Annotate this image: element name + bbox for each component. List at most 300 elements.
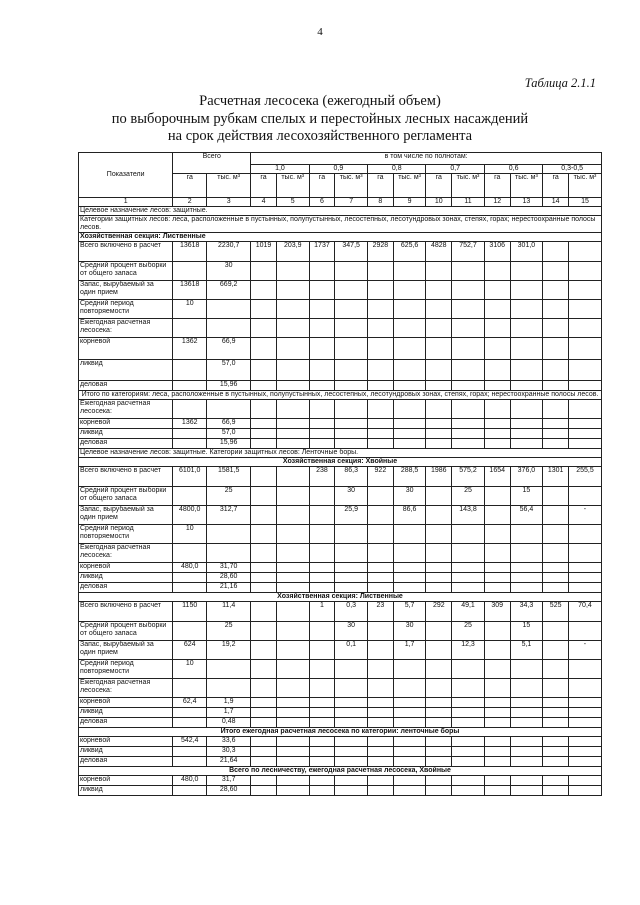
table-cell [251,439,277,449]
table-cell [207,400,251,419]
table-cell [452,708,485,718]
table-body [79,207,602,796]
table-cell [452,338,485,360]
header-density: 0,6 [484,165,542,174]
table-cell [393,776,426,786]
table-cell: 1581,5 [207,467,251,487]
table-cell: 238 [309,467,335,487]
table-cell [251,583,277,593]
table-cell [251,718,277,728]
table-cell [276,429,309,439]
column-number: 3 [207,198,251,207]
section-header-row [79,216,602,233]
table-row [79,419,602,429]
table-cell: 288,5 [393,467,426,487]
table-row [79,487,602,506]
row-label: ликвид [79,786,173,796]
row-label: Средний процент выборки от общего запаса [79,262,173,281]
table-cell [426,776,452,786]
row-label: деловая [79,718,173,728]
table-cell [309,737,335,747]
table-cell: 143,8 [452,506,485,525]
section-header-row [79,728,602,737]
table-cell [426,262,452,281]
table-cell: 1,7 [207,708,251,718]
section-header-row [79,458,602,467]
table-cell [426,737,452,747]
table-cell: 21,16 [207,583,251,593]
table-cell: 6101,0 [173,467,207,487]
table-cell [368,622,394,641]
table-cell [368,360,394,381]
table-cell [510,679,543,698]
table-cell [368,679,394,698]
table-cell [309,319,335,338]
header-unit-m3: тыс. м³ [393,174,426,198]
table-row [79,506,602,525]
table-cell [393,400,426,419]
table-cell: 66,9 [207,338,251,360]
table-cell [309,262,335,281]
table-cell [309,583,335,593]
table-cell [207,660,251,679]
table-cell [393,583,426,593]
table-cell [335,737,368,747]
column-number: 1 [79,198,173,207]
row-label: ликвид [79,360,173,381]
table-cell [251,487,277,506]
section-header [79,391,602,400]
title-line-1: Расчетная лесосека (ежегодный объем) [199,93,441,109]
table-cell [568,583,601,593]
table-cell [568,300,601,319]
table-cell [543,338,569,360]
table-cell: 292 [426,602,452,622]
table-cell [368,641,394,660]
table-cell [568,776,601,786]
table-cell [484,660,510,679]
row-label: Ежегодная расчетная лесосека: [79,679,173,698]
section-header-text: Целевое назначение лесов: защитные. [80,207,208,214]
table-cell [568,718,601,728]
table-cell [568,563,601,573]
table-cell [276,786,309,796]
table-cell [426,419,452,429]
table-cell [309,439,335,449]
table-cell: 15 [510,622,543,641]
table-cell [426,506,452,525]
table-cell [484,776,510,786]
table-cell [368,660,394,679]
table-cell [309,525,335,544]
table-cell [510,338,543,360]
table-cell [251,467,277,487]
table-cell [568,338,601,360]
table-row [79,757,602,767]
table-cell [543,400,569,419]
table-cell [251,573,277,583]
table-cell [276,506,309,525]
table-cell [452,660,485,679]
table-cell [276,439,309,449]
table-row [79,242,602,262]
table-cell: 575,2 [452,467,485,487]
table-cell: 33,6 [207,737,251,747]
column-number: 12 [484,198,510,207]
table-row [79,708,602,718]
table-cell: 625,6 [393,242,426,262]
table-cell [276,583,309,593]
table-cell [173,757,207,767]
table-cell [426,400,452,419]
table-cell [335,708,368,718]
column-number: 7 [335,198,368,207]
table-cell [543,419,569,429]
table-cell [335,786,368,796]
table-cell [568,679,601,698]
section-header-text: Всего по лесничеству, ежегодная расчетная лесосека, Хвойные [229,767,451,774]
table-cell: 255,5 [568,467,601,487]
table-cell [568,708,601,718]
table-row [79,622,602,641]
table-cell: 10 [173,660,207,679]
table-cell: 542,4 [173,737,207,747]
table-cell [173,381,207,391]
table-cell [276,563,309,573]
document-title [0,93,640,146]
table-cell [393,360,426,381]
table-cell [251,708,277,718]
table-cell: 28,60 [207,573,251,583]
table-cell [568,360,601,381]
table-cell [251,747,277,757]
table-cell [426,381,452,391]
table-row [79,400,602,419]
row-label: Средний процент выборки от общего запаса [79,622,173,641]
table-cell: 752,7 [452,242,485,262]
section-header-text: Итого ежегодная расчетная лесосека по категории: ленточные боры [220,728,460,735]
table-cell [568,747,601,757]
table-cell [543,583,569,593]
table-cell [309,747,335,757]
table-cell [452,525,485,544]
table-cell: 57,0 [207,429,251,439]
row-label: корневой [79,338,173,360]
table-cell [309,544,335,563]
header-unit-ha: га [309,174,335,198]
table-cell [276,698,309,708]
table-cell [368,300,394,319]
section-header-row [79,767,602,776]
table-cell [452,698,485,708]
table-cell: 1 [309,602,335,622]
table-cell [543,262,569,281]
table-cell [251,506,277,525]
table-cell [276,281,309,300]
table-cell [426,757,452,767]
row-label: Всего включено в расчет [79,242,173,262]
table-cell [543,786,569,796]
table-cell [309,419,335,429]
row-label: деловая [79,757,173,767]
section-header-row [79,233,602,242]
table-cell [484,641,510,660]
header-density: 0,8 [368,165,426,174]
table-cell [543,573,569,583]
table-cell: 525 [543,602,569,622]
table-cell [335,583,368,593]
column-number: 8 [368,198,394,207]
table-cell [484,300,510,319]
table-cell [309,718,335,728]
table-row [79,563,602,573]
table-cell [484,737,510,747]
header-unit-m3: тыс. м³ [510,174,543,198]
table-cell [335,660,368,679]
table-cell [426,679,452,698]
header-including: в том числе по полнотам: [251,153,602,165]
table-cell [393,262,426,281]
table-cell [207,319,251,338]
table-cell [484,747,510,757]
table-cell [368,419,394,429]
table-cell [368,262,394,281]
table-cell: 1,9 [207,698,251,708]
row-label: деловая [79,381,173,391]
table-cell [393,679,426,698]
header-unit-ha: га [543,174,569,198]
table-cell [335,679,368,698]
table-cell: 203,9 [276,242,309,262]
row-label: ликвид [79,429,173,439]
table-cell [393,747,426,757]
table-cell [251,602,277,622]
table-cell [276,622,309,641]
table-cell [452,360,485,381]
table-cell [368,737,394,747]
table-cell [276,737,309,747]
table-cell [276,381,309,391]
table-row [79,679,602,698]
table-cell [484,262,510,281]
table-cell [484,698,510,708]
table-cell: 309 [484,602,510,622]
table-cell: 62,4 [173,698,207,708]
table-cell [510,360,543,381]
table-cell [276,262,309,281]
table-cell [452,319,485,338]
column-number: 9 [393,198,426,207]
table-cell: 28,60 [207,786,251,796]
table-cell [173,747,207,757]
table-cell [543,439,569,449]
table-cell [426,622,452,641]
column-number: 5 [276,198,309,207]
table-cell [484,544,510,563]
table-cell [309,281,335,300]
table-cell [568,262,601,281]
table-cell [368,525,394,544]
section-header-text: Хозяйственная секция: Лиственные [277,593,403,600]
row-label: корневой [79,698,173,708]
table-cell [368,757,394,767]
table-cell [276,319,309,338]
table-cell [368,776,394,786]
harvest-table [78,152,602,796]
table-cell [393,338,426,360]
table-cell [543,718,569,728]
table-cell [484,583,510,593]
table-cell [309,381,335,391]
table-cell [510,525,543,544]
table-cell: 25 [452,622,485,641]
table-cell [309,757,335,767]
table-cell [568,281,601,300]
table-cell [368,583,394,593]
section-header-text: Целевое назначение лесов: защитные. Категории защитных лесов: Ленточные боры. [80,449,359,456]
table-cell [543,660,569,679]
column-number: 11 [452,198,485,207]
table-cell [568,786,601,796]
table-cell [568,544,601,563]
table-cell [173,708,207,718]
row-label: корневой [79,419,173,429]
table-cell [368,439,394,449]
table-cell [484,786,510,796]
table-cell: 5,7 [393,602,426,622]
table-cell [484,281,510,300]
table-cell [568,660,601,679]
table-cell [276,641,309,660]
table-cell [207,679,251,698]
table-cell [510,737,543,747]
table-cell: 23 [368,602,394,622]
row-label: Запас, вырубаемый за один прием [79,641,173,660]
table-cell [543,757,569,767]
table-cell [510,439,543,449]
table-row [79,360,602,381]
table-cell [309,660,335,679]
table-cell [309,641,335,660]
table-cell [393,698,426,708]
table-cell [484,506,510,525]
table-cell [173,786,207,796]
table-cell [276,467,309,487]
table-cell [251,757,277,767]
row-label: ликвид [79,573,173,583]
table-cell: 86,6 [393,506,426,525]
table-cell [368,563,394,573]
table-cell [335,525,368,544]
row-label: Всего включено в расчет [79,602,173,622]
table-cell: 66,9 [207,419,251,429]
table-cell: 12,3 [452,641,485,660]
table-cell [543,506,569,525]
table-cell: 31,70 [207,563,251,573]
row-label: Средний период повторяемости [79,660,173,679]
row-label: ликвид [79,708,173,718]
table-cell [452,439,485,449]
row-label: Средний период повторяемости [79,300,173,319]
table-cell [309,487,335,506]
row-label: корневой [79,737,173,747]
table-cell [484,381,510,391]
header-density: 0,9 [309,165,367,174]
table-cell [368,381,394,391]
table-cell: 4800,0 [173,506,207,525]
table-cell: - [568,641,601,660]
table-row [79,544,602,563]
table-cell [207,544,251,563]
table-cell [251,544,277,563]
table-cell [426,429,452,439]
table-row [79,262,602,281]
table-cell [393,786,426,796]
table-cell [335,573,368,583]
table-cell [452,737,485,747]
table-cell [393,660,426,679]
table-cell [484,718,510,728]
table-cell: 480,0 [173,563,207,573]
section-header [79,233,602,242]
table-cell [276,525,309,544]
table-cell [173,573,207,583]
table-cell [276,776,309,786]
table-cell [173,679,207,698]
table-cell [426,786,452,796]
table-cell [426,300,452,319]
table-cell [510,262,543,281]
row-label: Запас, вырубаемый за один прием [79,506,173,525]
table-cell [335,439,368,449]
section-header-text: Итого по категориям: леса, расположенные в пустынных, полупустынных, лесостепных, лесотундровых зонах, степях, горах; нерестоохранные полосы лесов. [81,391,599,398]
table-cell [335,319,368,338]
table-cell [568,319,601,338]
table-cell [568,622,601,641]
table-cell [251,660,277,679]
table-cell: 25 [207,487,251,506]
table-cell [568,381,601,391]
table-cell [173,544,207,563]
table-cell [484,563,510,573]
table-row [79,698,602,708]
page-number: 4 [317,26,323,38]
table-cell: 347,5 [335,242,368,262]
row-label: Запас, вырубаемый за один прием [79,281,173,300]
header-unit-m3: тыс. м³ [335,174,368,198]
table-cell [393,319,426,338]
table-cell [276,573,309,583]
table-cell [309,679,335,698]
table-cell [251,338,277,360]
table-cell [207,300,251,319]
table-cell [309,708,335,718]
table-cell [510,776,543,786]
table-cell: 10 [173,300,207,319]
section-header-row [79,449,602,458]
table-cell [510,544,543,563]
header-density: 0,3-0,5 [543,165,602,174]
table-cell [568,757,601,767]
table-cell [251,419,277,429]
row-label: Ежегодная расчетная лесосека: [79,400,173,419]
table-cell: 480,0 [173,776,207,786]
table-cell [368,429,394,439]
section-header [79,767,602,776]
table-cell [393,429,426,439]
table-row [79,573,602,583]
table-cell [484,487,510,506]
